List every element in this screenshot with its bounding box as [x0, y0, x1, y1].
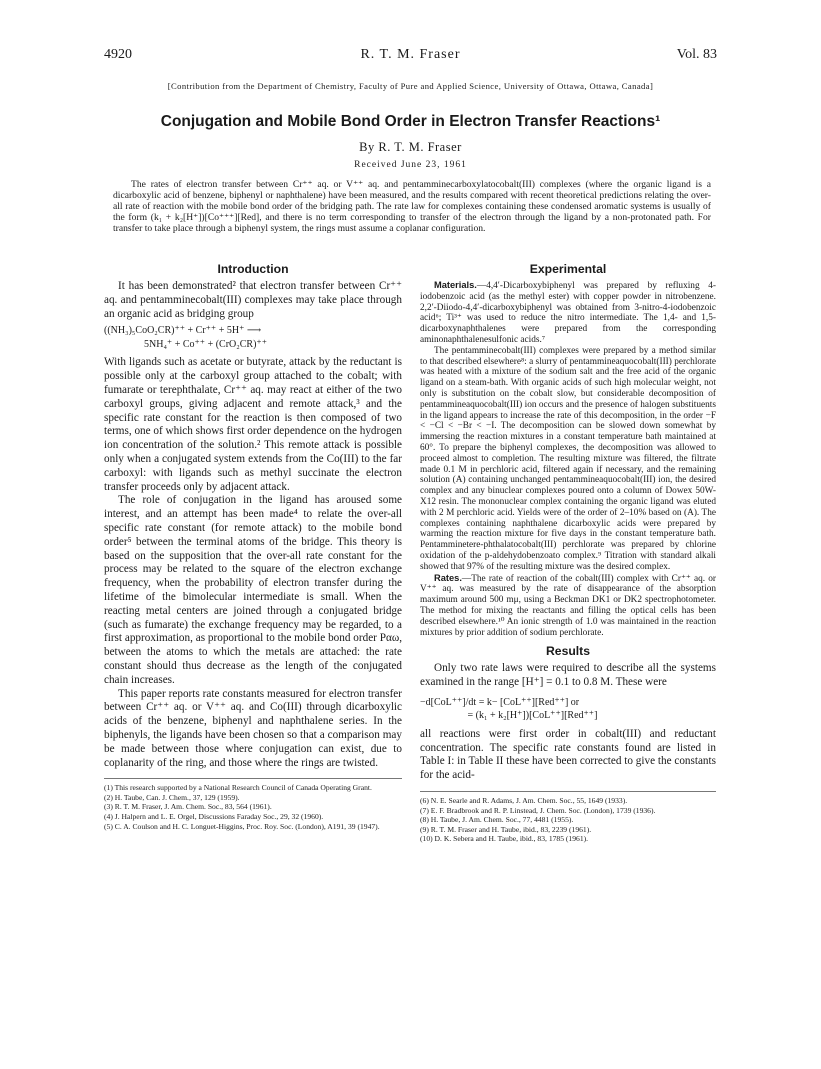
contribution-note: [Contribution from the Department of Chemistry, Faculty of Pure and Applied Science, University of Ottawa, Ottawa, Canada] — [167, 81, 654, 91]
article-title: Conjugation and Mobile Bond Order in Electron Transfer Reactions¹ — [160, 113, 661, 130]
footnotes-right — [420, 791, 716, 844]
rates-paragraph — [420, 573, 716, 639]
rate-law-equation: −d[CoL⁺⁺]/dt = k− [CoL⁺⁺][Red⁺⁺] or = (k₁ + k₂[H⁺])[CoL⁺⁺][Red⁺⁺] — [420, 696, 598, 721]
footnote: (6) N. E. Searle and R. Adams, J. Am. Chem. Soc., 55, 1649 (1933). — [420, 796, 628, 806]
volume-label: Vol. 83 — [676, 47, 717, 62]
abstract: The rates of electron transfer between Cr⁺⁺ aq. or V⁺⁺ aq. and pentamminecarboxylatocobalt(III) complexes (where the organic ligand is a dicarboxylic acid of benzene, biphenyl or naphthalene) have been measured, and the results compared with recent theoretical predictions relating the over-all rate of reaction with the mobile bond order of the bridging path. The rate law for complexes containing these condensed aromatic systems is usually of the form (k₁ + k₂[H⁺])[Co⁺⁺⁺][Red], and there is no term corresponding to transfer of the electron through the ligand by a non-protonated path. For transfer to take place through a biphenyl system, the rings must assume a coplanar configuration. — [113, 179, 711, 234]
running-header — [104, 47, 717, 67]
footnotes-left — [104, 778, 402, 831]
results-paragraph-2: all reactions were first order in cobalt(III) and reductant concentration. The specific rate constants found are listed in Table I: in Table II these have been corrected to give the constants for the acid- — [420, 727, 716, 782]
experimental-heading: Experimental — [529, 262, 607, 276]
footnote: (1) This research supported by a National Research Council of Canada Operating Grant. — [104, 783, 372, 793]
intro-paragraph-1: It has been demonstrated² that electron transfer between Cr⁺⁺ aq. and pentamminecobalt(III) complexes may take place through an organic acid as bridging group — [104, 280, 402, 320]
experimental-paragraph-2: The pentamminecobalt(III) complexes were prepared by a method similar to that described elsewhere⁸: a slurry of pentammineaquocobalt(III) perchlorate was heated with a mixture of the sodium salt and the free acid of the organic ligand on a steam-bath. With organic acids of such high molecular weight, not only is substitution on the cobalt slow, but considerable decomposition of pentammineaquocobalt(III) ion occurs and the presence of halogen substituents in the ligand appears to increase the rate of this decomposition, in the order −F < −Cl < −Br < −I. The decomposition can be slowed down somewhat by immersing the reaction mixtures in a constant temperature bath maintained at 60°. To prepare the biphenyl complexes, the decomposition was allowed to proceed almost to completion. The resulting mixture was filtered, the filtrate made 0.1 M in perchloric acid, filtered again if necessary, and the remaining solution (A) containing unchanged pentammineaquocobalt(III) ion, the desired complex and any binuclear complexes poured onto a column of Dowex 50W-X12 resin. The mononuclear complex containing the organic ligand was eluted with 2 M perchloric acid. Yields were of the order of 2–10% based on (A). The complexes containing naphthalene dicarboxylic acids were prepared by warming the reaction mixture for five days in the constant temperature bath. Pentamminetere-phthalatocobalt(III) perchlorate was prepared by chlorine oxidation of the p-aldehydobenzoato complex.⁹ Titration with standard alkali showed that 97% of the resulting mixture was the desired complex. — [420, 345, 716, 572]
running-author: R. T. M. Fraser — [360, 47, 461, 62]
footnote: (9) R. T. M. Fraser and H. Taube, ibid., 83, 2239 (1961). — [420, 824, 592, 834]
results-heading: Results — [545, 644, 591, 659]
page-number: 4920 — [104, 47, 132, 62]
materials-label: Materials. — [434, 280, 477, 290]
left-column — [104, 262, 402, 831]
rates-label: Rates. — [434, 572, 462, 583]
byline: By R. T. M. Fraser — [359, 140, 462, 154]
footnote: (4) J. Halpern and L. E. Orgel, Discussions Faraday Soc., 29, 32 (1960). — [104, 812, 324, 822]
footnote: (2) H. Taube, Can. J. Chem., 37, 129 (1959). — [104, 792, 240, 802]
footnote: (8) H. Taube, J. Am. Chem. Soc., 77, 4481 (1955). — [420, 815, 574, 825]
intro-paragraph-4: This paper reports rate constants measured for electron transfer between Cr⁺⁺ aq. or V⁺⁺ aq. and Co(III) through dicarboxylic acids of the benzene, biphenyl and naphthalene series. In the biphenyls, the ligands have been chosen so that a comparison may be made between those where conjugation can exist, due to coplanarity of the ring, and those where the rings are twisted. — [104, 687, 402, 769]
reaction-equation: ((NH₃)₅CoO₂CR)⁺⁺ + Cr⁺⁺ + 5H⁺ ⟶ 5NH₄⁺ + Co⁺⁺ + (CrO₂CR)⁺⁺ — [104, 325, 267, 351]
right-column — [420, 262, 716, 844]
rates-text: —The rate of reaction of the cobalt(III) complex with Cr⁺⁺ aq. or V⁺⁺ aq. was measured by the rate of disappearance of the absorption maximum around 500 mμ, using a Beckman DK1 or DK2 spectrophotometer. The method for mixing the reactants and filling the optical cells has been described elsewhere.¹⁰ An ionic strength of 1.0 was maintained in the reaction mixtures by prior addition of sodium perchlorate. — [420, 573, 716, 638]
intro-paragraph-2: With ligands such as acetate or butyrate, attack by the reductant is possible only at the carboxyl group attached to the cobalt; with fumarate or terephthalate, Cr⁺⁺ aq. may react at either of the two carboxyl groups, giving adjacent and remote attack,³ and the specific rate constant for the reaction is then composed of two terms, one of which shows first order dependence on the hydrogen ion concentration of the solution.² This remote attack is possible only when a conjugated system extends from the Co(III) to the far carboxyl: with ligands such as methyl succinate the electron transfer proceeds only by adjacent attack. — [104, 356, 402, 493]
introduction-heading: Introduction — [217, 262, 289, 276]
intro-paragraph-3: The role of conjugation in the ligand has aroused some interest, and an attempt has been made⁴ to relate the over-all specific rate constant (for remote attack) to the mobile bond order⁵ between the terminal atoms of the bridge. This theory is based on the supposition that the over-all rate constant for the process may be related to the square of the electron exchange frequency, when the probability of electron transfer during the lifetime of the bimolecular intermediate is small. When the reacting metal centers are joined through a conjugated bridge (such as fumarate) the exchange frequency may be regarded, to a first approximation, as proportional to the mobile bond order Pαω, between the atoms to which the metals are attached: the rate constant should thus decrease as the length of the conjugated chain increases. — [104, 494, 402, 686]
materials-paragraph — [420, 280, 716, 346]
materials-text: —4,4′-Dicarboxybiphenyl was prepared by refluxing 4-iodobenzoic acid (as the methyl ester) with copper powder in nitrobenzene. 2,2′-Diiodo-4,4′-dicarboxybiphenyl was obtained from 3-nitro-4-iodobenzoic acid⁶; Ti³⁺ was used to reduce the nitro intermediate. The 1,4- and 1,5-dicarboxynaphthalenes were prepared from the corresponding aminonaphthalenesulfonic acids.⁷ — [420, 281, 716, 345]
footnote: (7) E. F. Bradbrook and R. P. Linstead, J. Chem. Soc. (London), 1739 (1936). — [420, 805, 656, 815]
results-paragraph-1: Only two rate laws were required to describe all the systems examined in the range [H⁺] = 0.1 to 0.8 M. These were — [420, 662, 716, 689]
footnote: (3) R. T. M. Fraser, J. Am. Chem. Soc., 83, 564 (1961). — [104, 802, 272, 812]
footnote: (5) C. A. Coulson and H. C. Longuet-Higgins, Proc. Roy. Soc. (London), A191, 39 (1947). — [104, 821, 380, 831]
received-date: Received June 23, 1961 — [354, 160, 467, 170]
footnote: (10) D. K. Sebera and H. Taube, ibid., 83, 1785 (1961). — [420, 834, 589, 844]
